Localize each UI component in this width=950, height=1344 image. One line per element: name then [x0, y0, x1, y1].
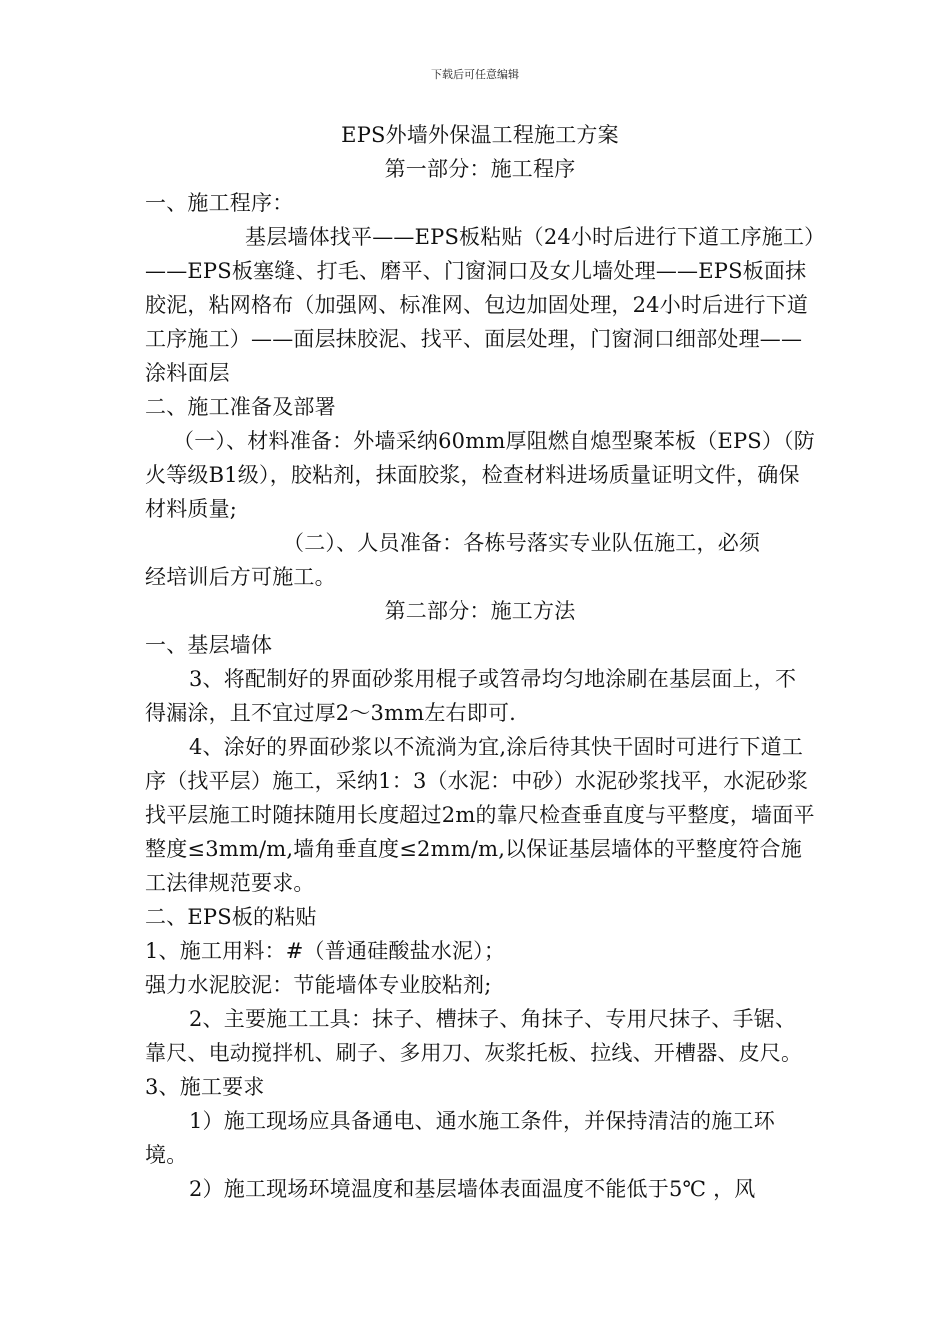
personnel-prep-line2: 经培训后方可施工。	[145, 565, 336, 589]
document-title: EPS外墙外保温工程施工方案	[341, 123, 619, 147]
eps-item1: 1、施工用料：#（普通硅酸盐水泥）；	[145, 939, 506, 963]
document-body	[145, 118, 815, 1206]
section2-heading: 二、施工准备及部署	[145, 395, 336, 419]
requirement-1: 1）施工现场应具备通电、通水施工条件，并保持清洁的施工环境。	[145, 1109, 775, 1167]
eps-heading: 二、EPS板的粘贴	[145, 905, 317, 929]
part1-heading: 第一部分：施工程序	[384, 157, 576, 181]
eps-item3: 3、施工要求	[145, 1075, 265, 1099]
materials-prep: （一）、材料准备：外墙采纳60mm厚阻燃自熄型聚苯板（EPS）（防火等级B1级），胶粘剂，抹面胶浆，检查材料进场质量证明文件，确保材料质量;	[145, 429, 815, 521]
base-wall-item4: 4、涂好的界面砂浆以不流淌为宜,涂后待其快干固时可进行下道工序（找平层）施工，采纳1：3（水泥：中砂）水泥砂浆找平，水泥砂浆找平层施工时随抹随用长度超过2m的靠尺检查垂直度与平整度，墙面平整度≤3mm/m,墙角垂直度≤2mm/m,以保证基层墙体的平整度符合施工法律规范要求。	[145, 735, 815, 895]
header-note: 下载后可任意编辑	[431, 68, 519, 81]
part2-heading: 第二部分：施工方法	[384, 599, 576, 623]
base-wall-heading: 一、基层墙体	[145, 633, 273, 657]
base-wall-item3: 3、将配制好的界面砂浆用棍子或笤帚均匀地涂刷在基层面上，不得漏涂，且不宜过厚2～3mm左右即可.	[145, 667, 797, 725]
section1-body: 基层墙体找平——EPS板粘贴（24小时后进行下道工序施工）——EPS板塞缝、打毛、磨平、门窗洞口及女儿墙处理——EPS板面抹胶泥，粘网格布（加强网、标准网、包边加固处理，24小时后进行下道工序施工）——面层抹胶泥、找平、面层处理，门窗洞口细部处理——涂料面层	[145, 225, 815, 385]
requirement-2: 2）施工现场环境温度和基层墙体表面温度不能低于5℃ ，风	[189, 1177, 756, 1201]
eps-item1-b: 强力水泥胶泥：节能墙体专业胶粘剂;	[145, 973, 492, 997]
eps-item2: 2、主要施工工具：抹子、槽抹子、角抹子、专用尺抹子、手锯、靠尺、电动搅拌机、刷子、多用刀、灰浆托板、拉线、开槽器、皮尺。	[145, 1007, 803, 1065]
section1-heading: 一、施工程序：	[145, 191, 294, 215]
personnel-prep-line1: （二）、人员准备：各栋号落实专业队伍施工，必须	[283, 531, 761, 555]
